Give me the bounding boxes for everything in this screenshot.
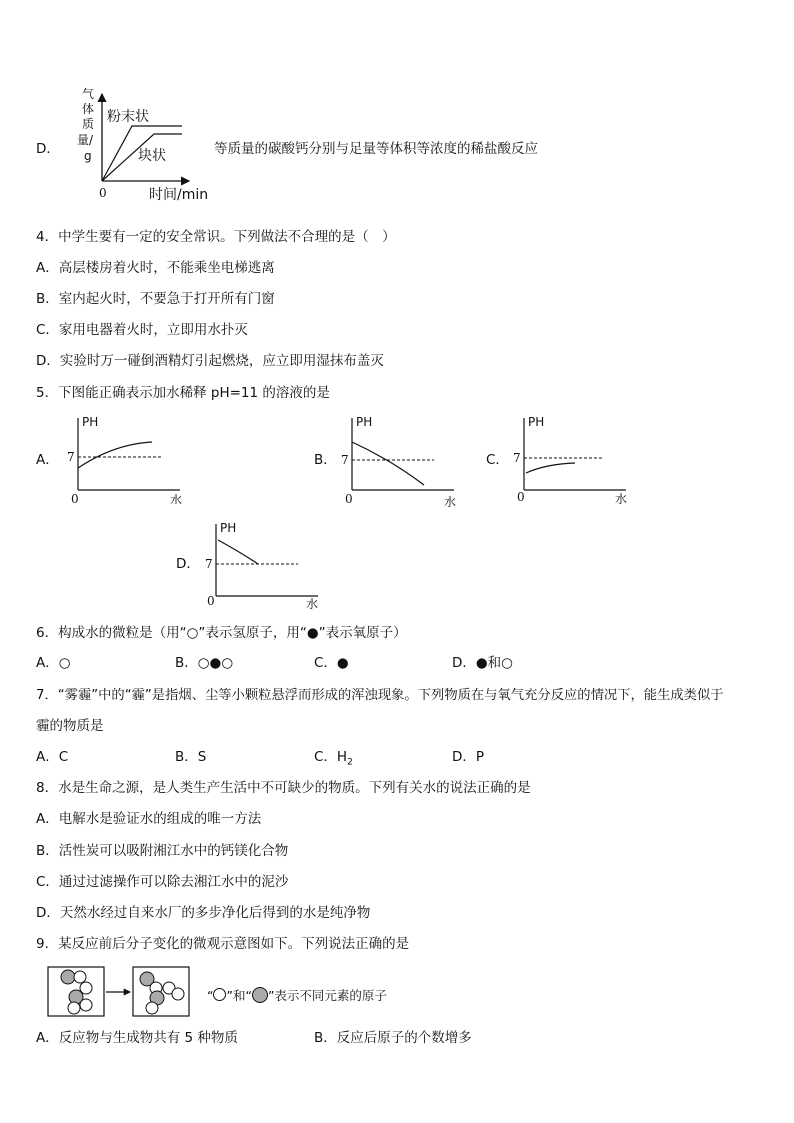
q6-option-c[interactable]: C．● <box>314 655 349 671</box>
q5-d-ref-label: 7 <box>205 557 213 571</box>
q8-option-d[interactable]: D．天然水经过自来水厂的多步净化后得到的水是纯净物 <box>36 905 371 921</box>
q3-block-label: 块状 <box>138 148 166 164</box>
q5-b-x-label: 水 <box>444 495 457 508</box>
q5-b-y-label: PH <box>356 415 373 429</box>
q9-legend-part-2: ”和“ <box>226 988 252 1003</box>
q4-stem: 4．中学生要有一定的安全常识。下列做法不合理的是（ ） <box>36 229 396 245</box>
q3-y-label-2: 体 <box>82 102 95 116</box>
q7-option-c[interactable] <box>314 751 353 768</box>
q9-before-molecules <box>61 970 92 1014</box>
q7-stem-line-2: 霾的物质是 <box>36 718 104 734</box>
gray-atom-icon <box>252 987 268 1003</box>
q5-option-c-label[interactable]: C． <box>486 452 509 468</box>
q3-x-label: 时间/min <box>149 187 209 203</box>
q5-b-ref-label: 7 <box>341 453 349 467</box>
q6-stem: 6．构成水的微粒是（用“○”表示氢原子，用“●”表示氧原子） <box>36 625 407 641</box>
q5-d-curve <box>218 540 258 564</box>
q5-d-y-label: PH <box>220 521 237 535</box>
q5-option-a-label[interactable]: A． <box>36 452 59 468</box>
q9-option-b[interactable]: B．反应后原子的个数增多 <box>314 1030 472 1046</box>
q6-option-d[interactable]: D．●和○ <box>452 655 513 671</box>
q4-option-c[interactable]: C．家用电器着火时，立即用水扑灭 <box>36 322 248 338</box>
q5-stem: 5．下图能正确表示加水稀释 pH=11 的溶液的是 <box>36 385 330 401</box>
q9-legend <box>207 987 387 1003</box>
q7-stem-line-1: 7．“雾霾”中的“霾”是指烟、尘等小颗粒悬浮而形成的浑浊现象。下列物质在与氧气充分反应的情况下，能生成类似于 <box>36 688 724 703</box>
q5-a-y-label: PH <box>82 415 99 429</box>
q5-b-curve <box>352 442 424 485</box>
q3-powder-label: 粉末状 <box>107 109 149 125</box>
q3-y-label-3: 质 <box>82 117 95 131</box>
q3-y-axis-label <box>77 86 94 163</box>
q5-option-b-label[interactable]: B． <box>314 452 337 468</box>
q4-option-a[interactable]: A．高层楼房着火时，不能乘坐电梯逃离 <box>36 260 275 276</box>
q9-stem: 9．某反应前后分子变化的微观示意图如下。下列说法正确的是 <box>36 936 410 952</box>
q7-option-d[interactable]: D．P <box>452 749 485 765</box>
q3-y-label-1: 气 <box>82 87 95 101</box>
q4-option-d[interactable]: D．实验时万一碰倒酒精灯引起燃烧，应立即用湿抹布盖灭 <box>36 353 384 369</box>
q3-y-label-5: g <box>84 149 92 163</box>
q9-legend-part-1: “ <box>207 988 214 1003</box>
q5-c-ref-label: 7 <box>513 451 521 465</box>
q5-option-d-label[interactable]: D． <box>176 556 200 572</box>
q5-b-origin: 0 <box>345 492 353 506</box>
q8-option-a[interactable]: A．电解水是验证水的组成的唯一方法 <box>36 811 262 827</box>
q6-option-b[interactable]: B．○●○ <box>175 655 234 671</box>
q9-molecule-diagram <box>46 964 196 1020</box>
q5-d-origin: 0 <box>207 594 215 608</box>
q9-after-molecules <box>140 972 184 1014</box>
q8-option-c[interactable]: C．通过过滤操作可以除去湘江水中的泥沙 <box>36 874 289 890</box>
q4-option-b[interactable]: B．室内起火时，不要急于打开所有门窗 <box>36 291 275 307</box>
q5-graph-b <box>336 412 461 508</box>
q3-option-d-label: D． <box>36 141 60 157</box>
q8-option-b[interactable]: B．活性炭可以吸附湘江水中的钙镁化合物 <box>36 843 289 859</box>
q5-graph-c <box>508 412 633 506</box>
q5-a-ref-label: 7 <box>67 450 75 464</box>
q7-option-a[interactable]: A．C <box>36 749 69 765</box>
q9-legend-part-3: ”表示不同元素的原子 <box>267 988 387 1003</box>
q5-c-y-label: PH <box>528 415 545 429</box>
q5-c-curve <box>526 463 575 473</box>
q5-graph-a <box>62 412 187 504</box>
q7-option-b[interactable]: B．S <box>175 749 207 765</box>
q3-gas-mass-graph <box>72 86 222 206</box>
q5-graph-d <box>200 518 325 614</box>
q6-option-a[interactable]: A．○ <box>36 655 71 671</box>
q5-d-x-label: 水 <box>306 597 319 611</box>
white-atom-icon <box>213 988 226 1001</box>
q7-option-c-text: C．H <box>314 749 348 765</box>
q7-option-c-subscript: 2 <box>347 757 353 768</box>
q9-option-a[interactable]: A．反应物与生成物共有 5 种物质 <box>36 1030 238 1046</box>
q5-c-origin: 0 <box>517 490 525 504</box>
q3-option-d-text: 等质量的碳酸钙分别与足量等体积等浓度的稀盐酸反应 <box>214 141 538 157</box>
q8-stem: 8．水是生命之源，是人类生产生活中不可缺少的物质。下列有关水的说法正确的是 <box>36 780 531 796</box>
q5-a-origin: 0 <box>71 492 79 504</box>
q3-origin: 0 <box>99 186 107 200</box>
q5-a-curve <box>78 442 152 468</box>
q3-y-label-4: 量/ <box>77 133 94 147</box>
q5-a-x-label: 水 <box>170 493 183 504</box>
q5-c-x-label: 水 <box>615 492 628 506</box>
